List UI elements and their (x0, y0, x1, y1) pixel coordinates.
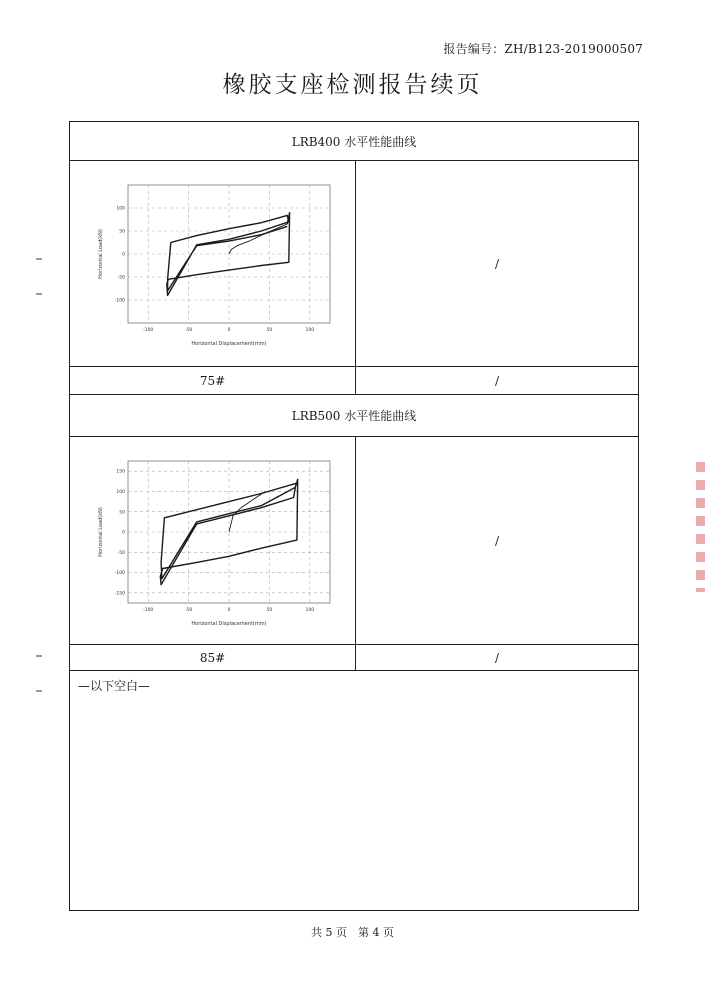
x-tick-label: 50 (266, 608, 273, 613)
y-tick-label: 100 (116, 490, 125, 496)
sample-label-right-text: / (494, 373, 500, 388)
x-tick-label: 0 (227, 328, 231, 333)
y-axis-label: Horizontal Load(kN) (98, 229, 104, 279)
x-axis-label: Horizontal Displacement(mm) (191, 341, 267, 347)
section-title-text: LRB400 水平性能曲线 (291, 134, 417, 149)
placeholder-slash: / (494, 533, 500, 548)
y-axis-label: Horizontal Load(kN) (98, 507, 104, 557)
x-tick-label: -100 (143, 328, 154, 333)
y-tick-label: 100 (116, 206, 125, 212)
margin-mark (36, 258, 42, 260)
sample-label-text: 75# (199, 373, 226, 388)
y-tick-label: 0 (122, 530, 125, 536)
placeholder-cell (355, 161, 638, 366)
blank-note: —以下空白— (78, 679, 151, 693)
sample-label-text: 85# (199, 650, 226, 665)
label-row-lrb400 (70, 366, 638, 394)
y-tick-label: 50 (119, 510, 125, 516)
sample-label (70, 367, 355, 394)
section-row-lrb500 (70, 436, 638, 644)
y-tick-label: -50 (117, 275, 125, 281)
x-tick-label: -50 (184, 608, 193, 613)
margin-mark (36, 293, 42, 295)
x-axis-label: Horizontal Displacement(mm) (191, 621, 267, 627)
x-tick-label: -100 (143, 608, 154, 613)
x-tick-label: 0 (227, 608, 231, 613)
placeholder-cell (355, 437, 638, 644)
chart-cell (70, 437, 355, 644)
seal-stamp-edge (696, 462, 705, 592)
y-tick-label: -100 (114, 571, 125, 577)
sample-label-right-text: / (494, 650, 500, 665)
y-tick-label: 0 (122, 252, 125, 258)
margin-mark (36, 690, 42, 692)
sample-label-right (355, 645, 638, 670)
sample-label-right (355, 367, 638, 394)
y-tick-label: 50 (119, 229, 125, 235)
y-tick-label: -50 (117, 550, 125, 556)
page-title: 橡胶支座检测报告续页 (222, 72, 483, 98)
margin-mark (36, 655, 42, 657)
section-title-lrb500 (70, 394, 638, 436)
section-title-lrb400 (70, 122, 638, 160)
section-title-text: LRB500 水平性能曲线 (291, 409, 417, 423)
hysteresis-chart-lrb400 (88, 179, 338, 355)
x-tick-label: 100 (305, 608, 315, 613)
page-footer: 共 5 页 第 4 页 (311, 926, 394, 939)
section-row-lrb400 (70, 160, 638, 366)
x-tick-label: 100 (305, 328, 315, 333)
x-tick-label: -50 (184, 328, 193, 333)
blank-area (70, 670, 638, 910)
chart-cell (70, 161, 355, 366)
report-table (69, 121, 639, 911)
y-tick-label: -100 (114, 298, 125, 304)
label-row-lrb500 (70, 644, 638, 670)
y-tick-label: -150 (114, 591, 125, 597)
sample-label (70, 645, 355, 670)
report-number: 报告编号：ZH/B123-2019000507 (443, 42, 643, 56)
placeholder-slash: / (494, 256, 500, 271)
hysteresis-chart-lrb500 (88, 455, 338, 635)
x-tick-label: 50 (266, 328, 273, 333)
y-tick-label: 150 (116, 469, 125, 475)
